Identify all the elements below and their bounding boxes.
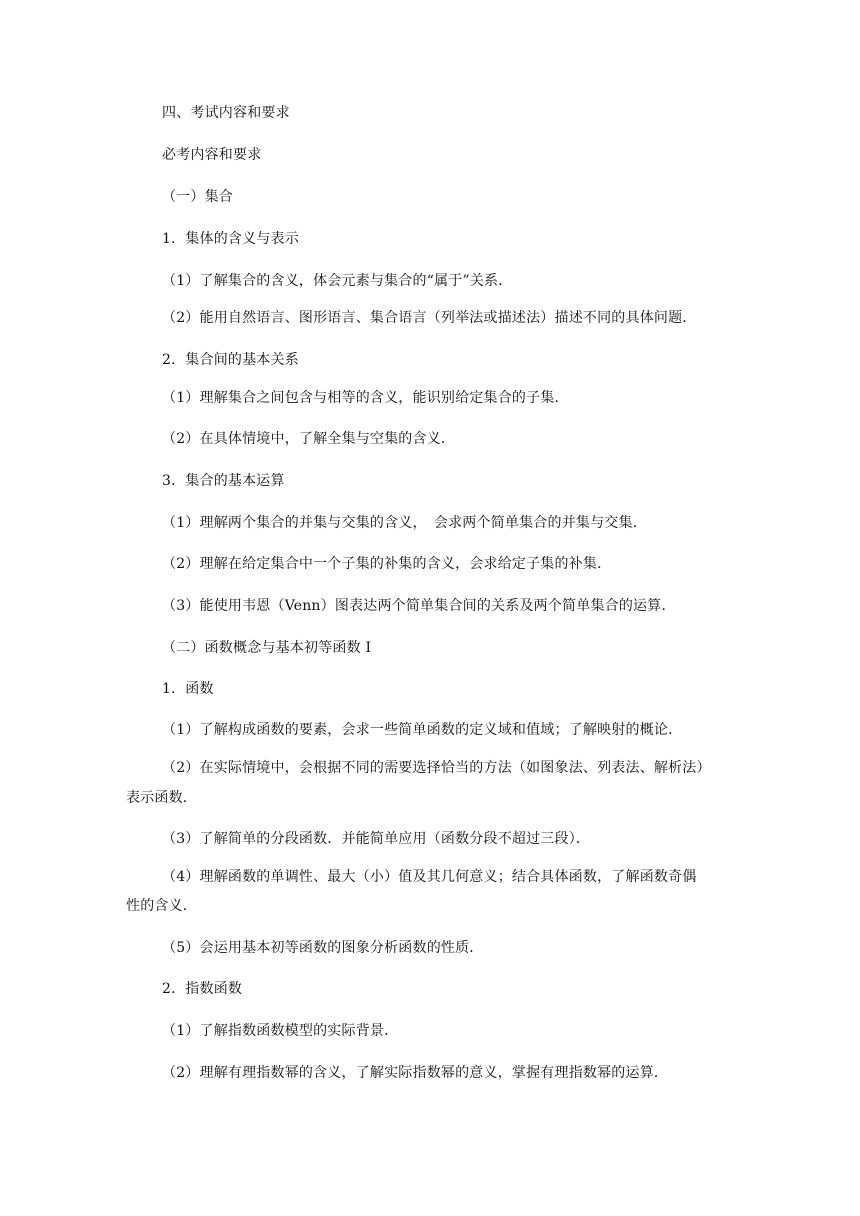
text-line: （一）集合 [162,189,233,205]
text-line: （1）了解指数函数模型的实际背景． [162,1023,399,1039]
text-line: （2）理解在给定集合中一个子集的补集的含义，会求给定子集的补集． [162,556,612,572]
text-line: （1）理解集合之间包含与相等的含义，能识别给定集合的子集． [162,390,569,406]
text-line: 1．函数 [162,681,214,697]
text-line: 表示函数． [126,790,197,806]
text-line: （2）在实际情境中，会根据不同的需要选择恰当的方法（如图象法、列表法、解析法） [162,760,711,776]
text-line: （1）理解两个集合的并集与交集的含义， 会求两个简单集合的并集与交集． [162,515,647,531]
text-line: 3．集合的基本运算 [162,473,285,489]
text-line: （2）能用自然语言、图形语言、集合语言（列举法或描述法）描述不同的具体问题． [162,310,697,326]
text-line: 2．指数函数 [162,981,243,997]
text-line: （1）了解集合的含义，体会元素与集合的“属于”关系． [162,273,513,289]
section-title: 四、考试内容和要求 [162,105,290,121]
text-line: （3）能使用韦恩（Venn）图表达两个简单集合间的关系及两个简单集合的运算． [162,598,676,614]
text-line: （3）了解简单的分段函数．并能简单应用（函数分段不超过三段）． [162,831,591,847]
text-line: 1．集体的含义与表示 [162,231,299,247]
text-line: （2）在具体情境中，了解全集与空集的含义． [162,431,456,447]
text-line: （1）了解构成函数的要素，会求一些简单函数的定义域和值域；了解映射的概论． [162,722,683,738]
text-line: （2）理解有理指数幂的含义，了解实际指数幂的意义，掌握有理指数幂的运算． [162,1065,669,1081]
text-line: （二）函数概念与基本初等函数 I [162,640,372,656]
text-line: 2．集合间的基本关系 [162,352,299,368]
text-line: （4）理解函数的单调性、最大（小）值及其几何意义；结合具体函数，了解函数奇偶 [162,869,697,885]
text-line: （5）会运用基本初等函数的图象分析函数的性质． [162,940,484,956]
text-line: 性的含义． [126,898,197,914]
subtitle: 必考内容和要求 [162,147,262,163]
